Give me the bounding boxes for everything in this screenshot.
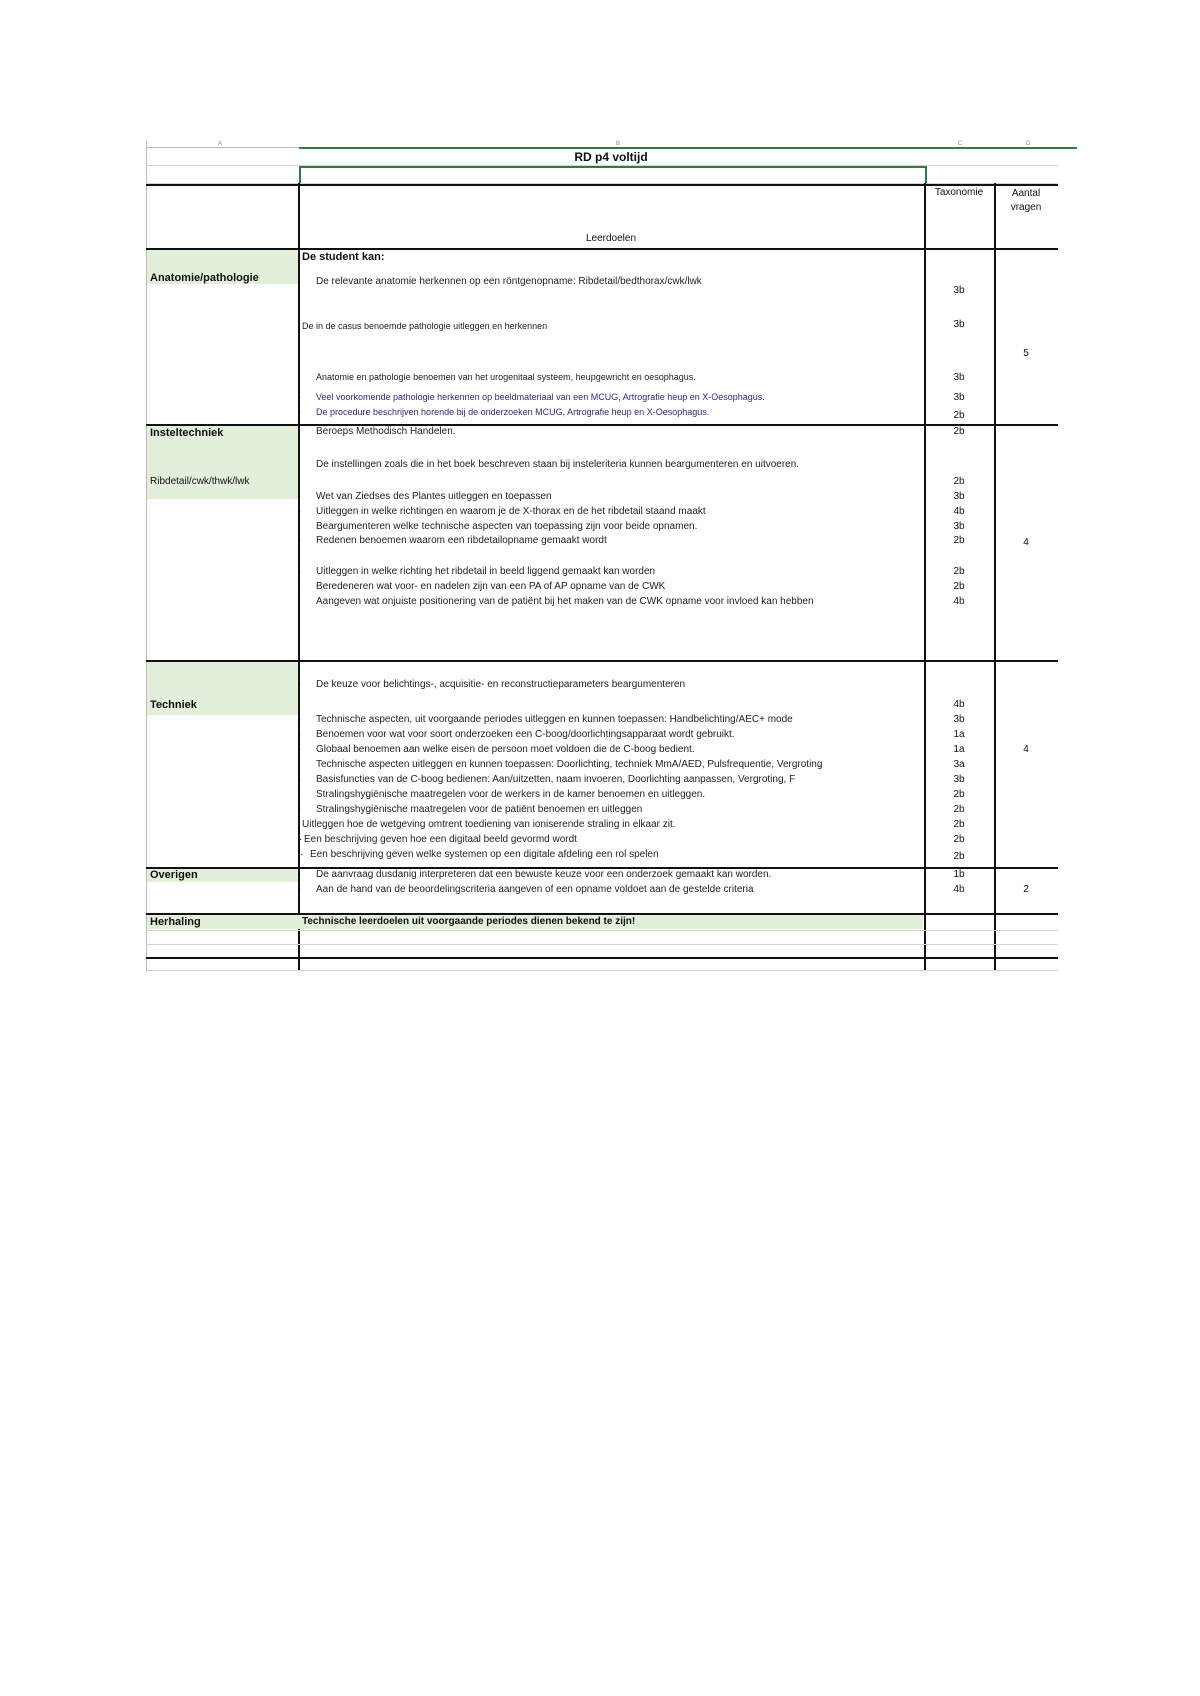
goal-item: De in de casus benoemde pathologie uitleggen en herkennen (302, 321, 548, 331)
taxonomy-value: 2b (953, 581, 965, 592)
taxonomy-value: 2b (953, 410, 965, 421)
bullet: · (298, 535, 302, 546)
goal-item: De procedure beschrijven horende bij de onderzoeken MCUG, Artrografie heup en X-Oesophagus. (316, 407, 710, 417)
taxonomy-value: 1a (953, 729, 965, 740)
column-header-b[interactable]: B (616, 141, 621, 147)
taxonomy-value: 3a (953, 759, 965, 770)
bullet: · (298, 679, 302, 690)
category-anatomy: Anatomie/pathologie (150, 272, 259, 284)
bullet: · (298, 744, 302, 755)
taxonomy-value: 2b (953, 804, 965, 815)
taxonomy-value: 2b (953, 819, 965, 830)
spreadsheet-sheet (146, 141, 1062, 971)
taxonomy-value: 3b (953, 714, 965, 725)
goal-item: De relevante anatomie herkennen op een röntgenopname: Ribdetail/bedthorax/cwk/lwk (316, 276, 702, 287)
goal-item: Stralingshygiënische maatregelen voor de patiënt benoemen en uitleggen (316, 804, 643, 815)
header-count: Aantal vragen (1010, 188, 1042, 213)
count-overigen: 2 (1023, 884, 1029, 895)
row-line (146, 970, 1058, 971)
taxonomy-value: 2b (953, 535, 965, 546)
section-border (146, 913, 1058, 915)
taxonomy-value: 3b (953, 521, 965, 532)
bullet: · (298, 714, 302, 725)
column-header-a[interactable]: A (218, 141, 223, 147)
goal-item: Uitleggen in welke richting het ribdetail in beeld liggend gemaakt kan worden (316, 566, 656, 577)
goal-item: Basisfuncties van de C-boog bedienen: Aan/uitzetten, naam invoeren, Doorlichting aanpassen, Vergroting, F (316, 774, 796, 785)
category-techniek: Techniek (150, 699, 197, 711)
category-herhaling: Herhaling (150, 916, 201, 928)
taxonomy-value: 3b (953, 774, 965, 785)
count-insteltechniek: 4 (1023, 537, 1029, 548)
row-line (146, 944, 1058, 945)
bullet: · (298, 774, 302, 785)
goal-item: Redenen benoemen waarom een ribdetailopname gemaakt wordt (316, 535, 607, 546)
goal-item: Uitleggen hoe de wetgeving omtrent toediening van ioniserende straling in elkaar zit. (302, 819, 676, 830)
bullet: · (298, 884, 302, 895)
goal-item: De keuze voor belichtings-, acquisitie- en reconstructieparameters beargumenteren (316, 679, 686, 690)
goal-item: Aan de hand van de beoordelingscriteria aangeven of een opname voldoet aan de gestelde criteria (316, 884, 754, 895)
col-border-cd (994, 183, 996, 971)
column-header-d[interactable]: D (1026, 141, 1031, 147)
bullet: · (298, 407, 302, 418)
repeat-note: Technische leerdoelen uit voorgaande periodes dienen bekend te zijn! (302, 916, 636, 927)
goal-item: Een beschrijving geven welke systemen op een digitale afdeling een rol spelen (310, 849, 659, 860)
goal-item: Technische aspecten uitleggen en kunnen toepassen: Doorlichting, techniek MmA/AED, Pulsfrequentie, Vergroting (316, 759, 823, 770)
header-top-border (146, 184, 1058, 186)
category-overigen: Overigen (150, 869, 198, 881)
count-anatomy: 5 (1023, 348, 1029, 359)
goal-item: Anatomie en pathologie benoemen van het urogenitaal systeem, heupgewricht en oesophagus. (316, 372, 696, 382)
goal-item: Uitleggen in welke richtingen en waarom je de X-thorax en de het ribdetail staand maakt (316, 506, 706, 517)
bullet: · (298, 392, 302, 403)
bullet: · (300, 849, 304, 860)
goal-item: Beargumenteren welke technische aspecten van toepassing zijn voor beide opnamen. (316, 521, 698, 532)
taxonomy-value: 1a (953, 744, 965, 755)
goal-item: Stralingshygiënische maatregelen voor de werkers in de kamer benoemen en uitleggen. (316, 789, 706, 800)
bullet: · (298, 491, 302, 502)
sheet-bottom-border (146, 957, 1058, 959)
taxonomy-value: 2b (953, 566, 965, 577)
goal-item: Benoemen voor wat voor soort onderzoeken een C-boog/doorlichtingsapparaat wordt gebruikt. (316, 729, 735, 740)
taxonomy-value: 3b (953, 372, 965, 383)
selected-range-top (299, 147, 1077, 149)
taxonomy-value: 4b (953, 506, 965, 517)
taxonomy-value: 1b (953, 869, 965, 880)
category-insteltechniek-sub: Ribdetail/cwk/thwk/lwk (150, 476, 250, 487)
taxonomy-value: 2b (953, 851, 965, 862)
goal-item: Globaal benoemen aan welke eisen de persoon moet voldoen die de C-boog bedient. (316, 744, 695, 755)
section-border (146, 660, 1058, 662)
bullet: · (298, 869, 302, 880)
goal-item: Beredeneren wat voor- en nadelen zijn van een PA of AP opname van de CWK (316, 581, 666, 592)
goal-item: De instellingen zoals die in het boek beschreven staan bij insteleriteria kunnen beargumenteren en uitvoeren. (316, 459, 800, 470)
column-header-c[interactable]: C (958, 141, 963, 147)
bullet: · (298, 789, 302, 800)
goal-item: Beroeps Methodisch Handelen. (316, 426, 456, 437)
taxonomy-value: 2b (953, 426, 965, 437)
taxonomy-value: 4b (953, 884, 965, 895)
goal-item: Wet van Ziedses des Plantes uitleggen en toepassen (316, 491, 552, 502)
category-insteltechniek: Insteltechniek (150, 427, 224, 439)
row-line (146, 930, 1058, 931)
sheet-title: RD p4 voltijd (574, 150, 648, 164)
goal-item: Een beschrijving geven hoe een digitaal beeld gevormd wordt (304, 834, 577, 845)
taxonomy-value: 3b (953, 392, 965, 403)
goal-item: Technische aspecten, uit voorgaande periodes uitleggen en kunnen toepassen: Handbelichting/AEC+ mode (316, 714, 793, 725)
header-taxonomy: Taxonomie (934, 187, 984, 198)
taxonomy-value: 2b (953, 789, 965, 800)
taxonomy-value: 3b (953, 319, 965, 330)
bullet: · (298, 276, 302, 287)
taxonomy-value: 3b (953, 491, 965, 502)
goal-item: Veel voorkomende pathologie herkennen op beeldmateriaal van een MCUG, Artrografie heup en X-Oesophagus. (316, 392, 765, 402)
intro-text: De student kan: (302, 251, 385, 263)
taxonomy-value: 3b (953, 285, 965, 296)
count-techniek: 4 (1023, 744, 1029, 755)
bullet: · (298, 566, 302, 577)
bullet: · (298, 506, 302, 517)
bullet: · (298, 581, 302, 592)
taxonomy-value: 2b (953, 834, 965, 845)
bullet: · (298, 729, 302, 740)
taxonomy-value: 4b (953, 699, 965, 710)
row-line (146, 165, 1058, 166)
header-goals: Leerdoelen (585, 233, 637, 244)
taxonomy-value: 2b (953, 476, 965, 487)
bullet: · (299, 834, 303, 845)
bullet: · (298, 804, 302, 815)
goal-item: De aanvraag dusdanig interpreteren dat een bewuste keuze voor een onderzoek gemaakt kan worden. (316, 869, 772, 880)
taxonomy-value: 4b (953, 596, 965, 607)
goal-item: Aangeven wat onjuiste positionering van de patiënt bij het maken van de CWK opname voor invloed kan hebben (316, 596, 814, 607)
